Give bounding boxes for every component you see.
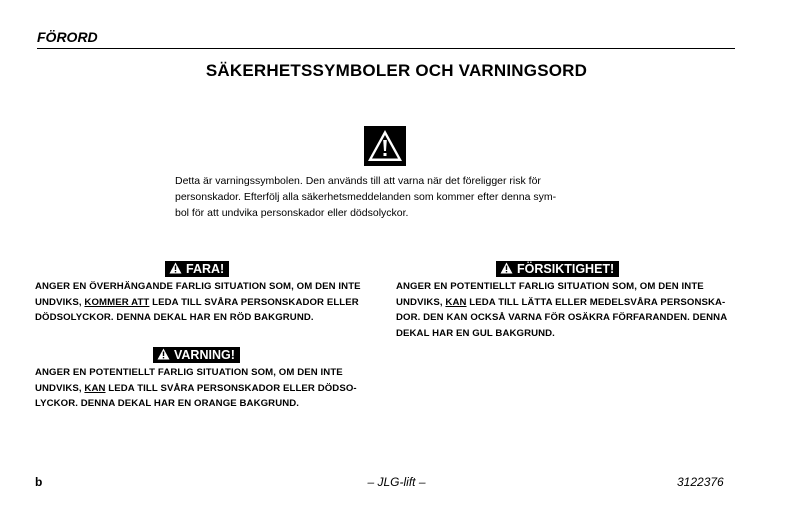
para-line: ANGER EN POTENTIELLT FARLIG SITUATION SOM, OM DEN INTE — [396, 281, 704, 292]
intro-line: personskador. Efterfölj alla säkerhetsmeddelanden som kommer efter denna sym- — [175, 191, 557, 203]
text-span: LEDA TILL SVÅRA PERSONSKADOR ELLER DÖDSO- — [105, 382, 357, 394]
page-number: b — [35, 475, 43, 489]
section-label: FÖRORD — [37, 29, 98, 45]
warning-triangle-icon — [157, 348, 170, 360]
para-line: LYCKOR. DENNA DEKAL HAR EN ORANGE BAKGRUND. — [35, 398, 300, 409]
header-rule — [37, 48, 735, 49]
intro-text — [175, 173, 605, 221]
warning-triangle-icon — [500, 262, 513, 274]
para-line: ANGER EN POTENTIELLT FARLIG SITUATION SOM, OM DEN INTE — [35, 367, 343, 378]
text-span: UNDVIKS, — [35, 382, 85, 394]
fara-description — [35, 279, 380, 326]
fara-badge — [165, 261, 229, 277]
intro-line: bol för att undvika personskador eller dödsolyckor. — [175, 207, 409, 219]
emphasis-word: KAN — [84, 382, 106, 394]
para-line: DOR. DEN KAN OCKSÅ VARNA FÖR OSÄKRA FÖRFARANDEN. DENNA — [396, 312, 728, 323]
para-line: ANGER EN ÖVERHÄNGANDE FARLIG SITUATION SOM, OM DEN INTE — [35, 281, 361, 292]
text-span: LEDA TILL LÄTTA ELLER MEDELSVÅRA PERSONSKA- — [466, 296, 726, 308]
para-line — [35, 381, 380, 397]
varning-label: VARNING! — [174, 348, 235, 362]
varning-description — [35, 365, 380, 412]
para-line: DÖDSOLYCKOR. DENNA DEKAL HAR EN RÖD BAKGRUND. — [35, 312, 314, 323]
forsiktighet-badge — [496, 261, 619, 277]
para-line: DEKAL HAR EN GUL BAKGRUND. — [396, 327, 555, 339]
text-span: UNDVIKS, — [396, 296, 446, 308]
para-line — [35, 295, 380, 311]
emphasis-word: KOMMER ATT — [84, 296, 150, 308]
emphasis-word: KAN — [445, 296, 467, 308]
text-span: LEDA TILL SVÅRA PERSONSKADOR ELLER — [149, 296, 359, 308]
forsiktighet-description — [396, 279, 741, 341]
varning-badge — [153, 347, 240, 363]
page-title: SÄKERHETSSYMBOLER OCH VARNINGSORD — [205, 61, 588, 80]
forsiktighet-label: FÖRSIKTIGHET! — [517, 262, 615, 276]
text-span: UNDVIKS, — [35, 296, 85, 308]
footer-brand: – JLG-lift – — [367, 475, 426, 489]
fara-label: FARA! — [186, 262, 225, 276]
warning-triangle-icon — [169, 262, 182, 274]
document-number: 3122376 — [677, 475, 724, 489]
warning-triangle-icon — [364, 126, 406, 166]
para-line — [396, 295, 741, 311]
intro-line: Detta är varningssymbolen. Den används till att varna när det föreligger risk för — [175, 175, 541, 187]
